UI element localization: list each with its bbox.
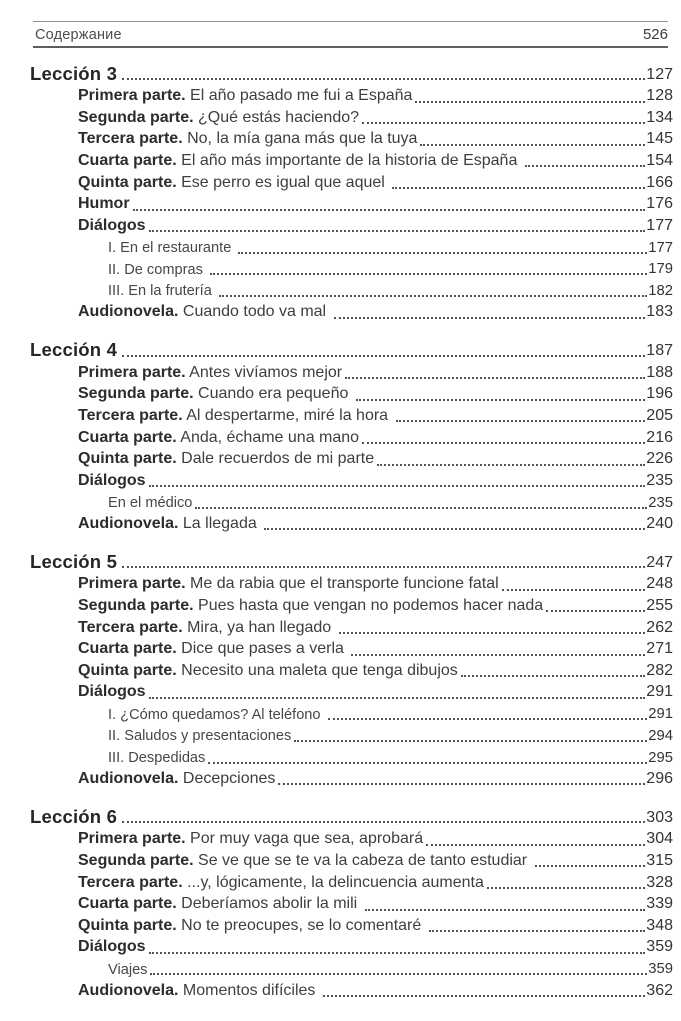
toc-entry <box>30 512 673 534</box>
toc-entry <box>30 469 673 491</box>
dot-leader <box>219 295 647 297</box>
entry-title-bold: Cuarta parte. <box>78 428 177 446</box>
toc-section <box>30 548 673 788</box>
page-number: 128 <box>646 87 673 105</box>
dot-leader <box>362 442 645 444</box>
toc-entry <box>30 594 673 616</box>
dot-leader <box>150 973 647 975</box>
toc-section <box>30 803 673 1000</box>
entry-title-bold: Cuarta parte. <box>78 640 177 658</box>
entry-title: Dale recuerdos de mi parte <box>176 450 375 468</box>
toc-entry <box>30 361 673 383</box>
entry-title: Viajes <box>108 961 148 978</box>
toc-entry <box>30 680 673 702</box>
dot-leader <box>525 165 646 167</box>
entry-title-bold: Humor <box>78 195 130 213</box>
toc-entry <box>30 490 673 512</box>
entry-title-bold: Segunda parte. <box>78 108 194 126</box>
dot-leader <box>328 718 648 720</box>
dot-leader <box>392 187 645 189</box>
dot-leader <box>122 355 645 357</box>
page-number: 240 <box>646 514 673 532</box>
page-number: 291 <box>648 706 673 723</box>
page-number: 127 <box>646 65 673 83</box>
dot-leader <box>208 762 647 764</box>
toc-list <box>30 60 673 1000</box>
entry-title-bold: Quinta parte. <box>78 661 177 679</box>
dot-leader <box>278 783 645 785</box>
entry-title-bold: Tercera parte. <box>78 873 183 891</box>
toc-entry <box>30 425 673 447</box>
page-number: 182 <box>648 282 673 299</box>
entry-title-bold: Audionovela. <box>78 303 179 321</box>
entry-title: Se ve que se te va la cabeza de tanto estudiar <box>193 852 532 870</box>
toc-entry <box>30 892 673 914</box>
page-number: 303 <box>646 808 673 826</box>
page-number: 216 <box>646 428 673 446</box>
toc-entry <box>30 957 673 979</box>
toc-entry <box>30 257 673 279</box>
toc-entry <box>30 127 673 149</box>
dot-leader <box>238 252 647 254</box>
entry-title-bold: Diálogos <box>78 683 146 701</box>
page-number: 328 <box>646 873 673 891</box>
toc-entry <box>30 572 673 594</box>
dot-leader <box>339 632 646 634</box>
dot-leader <box>122 566 645 568</box>
dot-leader <box>365 909 646 911</box>
entry-title-bold: Primera parte. <box>78 363 186 381</box>
entry-title: ¿Qué estás haciendo? <box>193 108 360 126</box>
dot-leader <box>362 122 645 124</box>
entry-title-bold: Tercera parte. <box>78 618 183 636</box>
dot-leader <box>535 865 646 867</box>
entry-title: I. En el restaurante <box>108 239 236 256</box>
entry-title-bold: Primera parte. <box>78 830 186 848</box>
entry-title-bold: Lección 6 <box>30 805 118 827</box>
running-title: Содержание <box>35 27 122 43</box>
entry-title: I. ¿Cómo quedamos? Al teléfono <box>108 706 325 723</box>
dot-leader <box>149 485 646 487</box>
toc-entry <box>30 149 673 171</box>
page-number: 282 <box>646 661 673 679</box>
entry-title: Deberíamos abolir la mili <box>176 895 362 913</box>
entry-title-bold: Diálogos <box>78 471 146 489</box>
toc-entry <box>30 849 673 871</box>
page-number: 271 <box>646 640 673 658</box>
entry-title: Pues hasta que vengan no podemos hacer nada <box>193 597 544 615</box>
toc-entry <box>30 935 673 957</box>
toc-entry <box>30 447 673 469</box>
page-number: 362 <box>646 981 673 999</box>
entry-title-bold: Diálogos <box>78 938 146 956</box>
toc-entry <box>30 767 673 789</box>
entry-title: Dice que pases a verla <box>176 640 349 658</box>
entry-title: Antes vivíamos mejor <box>185 363 343 381</box>
toc-entry <box>30 615 673 637</box>
entry-title-bold: Segunda parte. <box>78 385 194 403</box>
toc-entry <box>30 548 673 572</box>
page-number: 226 <box>646 450 673 468</box>
toc-entry <box>30 170 673 192</box>
page-number: 134 <box>646 108 673 126</box>
dot-leader <box>377 464 645 466</box>
page-number: 177 <box>646 216 673 234</box>
entry-title-bold: Diálogos <box>78 216 146 234</box>
page-number: 348 <box>646 916 673 934</box>
toc-entry <box>30 337 673 361</box>
page-number: 177 <box>648 239 673 256</box>
toc-entry <box>30 60 673 84</box>
toc-entry <box>30 278 673 300</box>
dot-leader <box>264 528 645 530</box>
entry-title: Cuando todo va mal <box>178 303 331 321</box>
dot-leader <box>122 821 645 823</box>
toc-entry <box>30 870 673 892</box>
page-number: 247 <box>646 553 673 571</box>
page-number: 294 <box>648 728 673 745</box>
toc-entry <box>30 723 673 745</box>
entry-title-bold: Tercera parte. <box>78 406 183 424</box>
entry-title: No, la mía gana más que la tuya <box>182 130 418 148</box>
dot-leader <box>149 230 646 232</box>
dot-leader <box>345 377 645 379</box>
toc-entry <box>30 235 673 257</box>
page-number: 296 <box>646 769 673 787</box>
page-number: 176 <box>646 195 673 213</box>
page-number: 359 <box>648 961 673 978</box>
entry-title: Cuando era pequeño <box>193 385 353 403</box>
entry-title: Mira, ya han llegado <box>182 618 336 636</box>
page-number: 295 <box>648 749 673 766</box>
dot-leader <box>351 654 645 656</box>
page-number: 145 <box>646 130 673 148</box>
entry-title-bold: Quinta parte. <box>78 173 177 191</box>
toc-entry <box>30 803 673 827</box>
page-number: 262 <box>646 618 673 636</box>
dot-leader <box>415 101 645 103</box>
entry-title: III. Despedidas <box>108 749 206 766</box>
entry-title-bold: Segunda parte. <box>78 852 194 870</box>
dot-leader <box>426 844 645 846</box>
toc-entry <box>30 745 673 767</box>
page-number: 196 <box>646 385 673 403</box>
page-number: 248 <box>646 575 673 593</box>
page-number: 205 <box>646 406 673 424</box>
dot-leader <box>356 399 645 401</box>
entry-title-bold: Audionovela. <box>78 514 179 532</box>
toc-entry <box>30 106 673 128</box>
page-number: 188 <box>646 363 673 381</box>
entry-title: II. De compras <box>108 261 207 278</box>
entry-title-bold: Cuarta parte. <box>78 895 177 913</box>
dot-leader <box>122 78 645 80</box>
entry-title: Momentos difíciles <box>178 981 320 999</box>
toc-entry <box>30 978 673 1000</box>
entry-title: No te preocupes, se lo comentaré <box>176 916 426 934</box>
dot-leader <box>210 273 647 275</box>
entry-title: Necesito una maleta que tenga dibujos <box>176 661 458 679</box>
toc-entry <box>30 300 673 322</box>
entry-title-bold: Lección 4 <box>30 339 118 361</box>
toc-entry <box>30 192 673 214</box>
entry-title-bold: Quinta parte. <box>78 916 177 934</box>
page-number: 339 <box>646 895 673 913</box>
entry-title: El año más importante de la historia de España <box>176 151 522 169</box>
page-number: 359 <box>646 938 673 956</box>
dot-leader <box>420 144 645 146</box>
entry-title-bold: Primera parte. <box>78 575 186 593</box>
dot-leader <box>294 740 647 742</box>
page-number: 291 <box>646 683 673 701</box>
entry-title: Ese perro es igual que aquel <box>176 173 390 191</box>
dot-leader <box>429 930 646 932</box>
dot-leader <box>487 887 645 889</box>
entry-title-bold: Audionovela. <box>78 769 179 787</box>
page-number: 187 <box>646 342 673 360</box>
entry-title-bold: Audionovela. <box>78 981 179 999</box>
page-number: 235 <box>648 494 673 511</box>
toc-entry <box>30 914 673 936</box>
dot-leader <box>396 420 646 422</box>
page-number: 154 <box>646 151 673 169</box>
entry-title-bold: Lección 3 <box>30 62 118 84</box>
page-number: 179 <box>648 261 673 278</box>
entry-title: La llegada <box>178 514 262 532</box>
dot-leader <box>323 995 645 997</box>
entry-title: Al despertarme, miré la hora <box>182 406 393 424</box>
entry-title: Anda, échame una mano <box>176 428 360 446</box>
page-number: 315 <box>646 852 673 870</box>
dot-leader <box>334 317 646 319</box>
dot-leader <box>546 610 645 612</box>
scanned-toc-page <box>0 21 681 1021</box>
toc-entry <box>30 404 673 426</box>
toc-section <box>30 60 673 322</box>
entry-title-bold: Quinta parte. <box>78 450 177 468</box>
entry-title-bold: Lección 5 <box>30 551 118 573</box>
toc-entry <box>30 382 673 404</box>
toc-entry <box>30 214 673 236</box>
page-number: 183 <box>646 303 673 321</box>
dot-leader <box>502 589 646 591</box>
dot-leader <box>195 507 647 509</box>
entry-title: II. Saludos y presentaciones <box>108 728 292 745</box>
entry-title: Me da rabia que el transporte funcione fatal <box>185 575 499 593</box>
entry-title: III. En la frutería <box>108 283 216 300</box>
entry-title: ...y, lógicamente, la delincuencia aumenta <box>182 873 484 891</box>
toc-entry <box>30 637 673 659</box>
toc-entry <box>30 659 673 681</box>
page-number: 235 <box>646 471 673 489</box>
entry-title: En el médico <box>108 494 193 511</box>
page-number: 166 <box>646 173 673 191</box>
toc-section <box>30 337 673 534</box>
entry-title: El año pasado me fui a España <box>185 87 413 105</box>
entry-title: Decepciones <box>178 769 276 787</box>
toc-entry <box>30 84 673 106</box>
page-number: 255 <box>646 597 673 615</box>
page-header <box>33 21 668 48</box>
entry-title-bold: Primera parte. <box>78 87 186 105</box>
dot-leader <box>461 675 646 677</box>
entry-title: Por muy vaga que sea, aprobará <box>185 830 424 848</box>
entry-title-bold: Tercera parte. <box>78 130 183 148</box>
toc-entry <box>30 827 673 849</box>
dot-leader <box>149 697 646 699</box>
dot-leader <box>149 952 646 954</box>
dot-leader <box>133 209 646 211</box>
folio-page-number: 526 <box>642 26 668 43</box>
entry-title-bold: Segunda parte. <box>78 597 194 615</box>
toc-entry <box>30 702 673 724</box>
entry-title-bold: Cuarta parte. <box>78 151 177 169</box>
page-number: 304 <box>646 830 673 848</box>
